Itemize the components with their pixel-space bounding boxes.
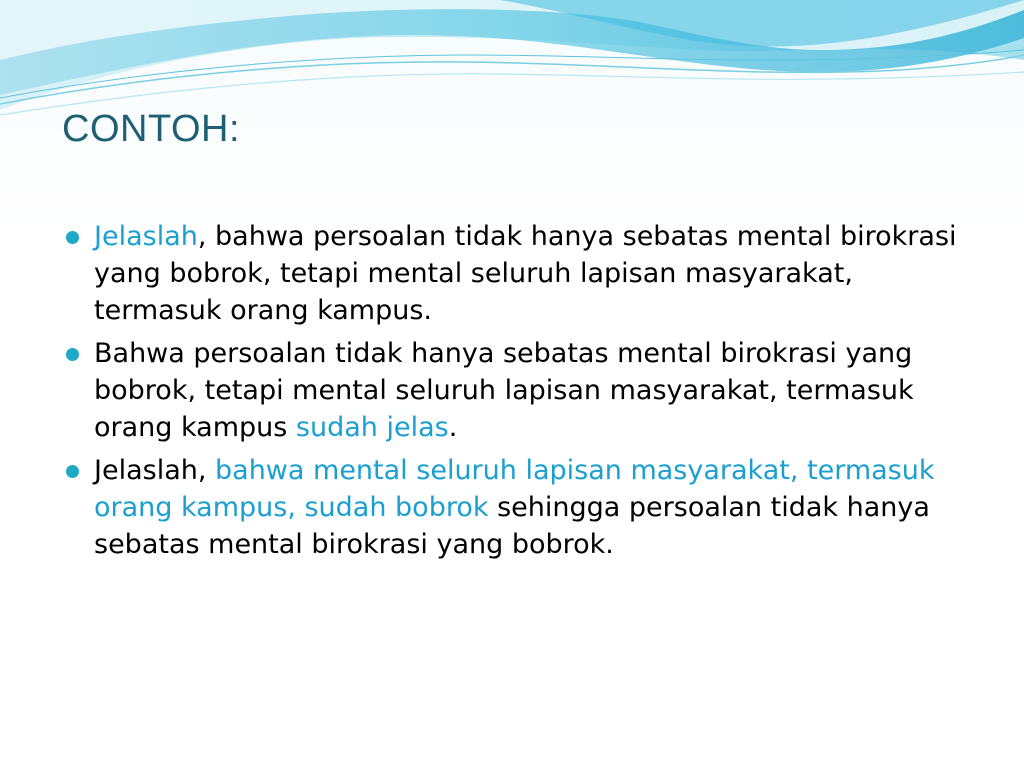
- bullet-1-highlight: Jelaslah: [94, 221, 198, 252]
- bullet-2-highlight: sudah jelas: [295, 412, 449, 443]
- bullet-3-lead: Jelaslah,: [94, 455, 216, 486]
- bullet-item-1: [64, 218, 964, 329]
- bullet-2-end: .: [448, 412, 458, 443]
- slide-title: CONTOH:: [62, 108, 241, 150]
- bullet-3-text: sehingga persoalan tidak hanya sebatas mental birokrasi yang bobrok.: [94, 492, 930, 560]
- bullet-list: [64, 218, 964, 569]
- bullet-3-highlight: bahwa mental seluruh lapisan masyarakat, termasuk orang kampus, sudah bobrok: [94, 455, 935, 523]
- bullet-item-2: [64, 335, 964, 446]
- bullet-2-text: Bahwa persoalan tidak hanya sebatas mental birokrasi yang bobrok, tetapi mental seluruh lapisan masyarakat, termasuk orang kampus: [94, 338, 914, 443]
- bullet-icon: [66, 465, 79, 478]
- bullet-1-text: , bahwa persoalan tidak hanya sebatas mental birokrasi yang bobrok, tetapi mental seluruh lapisan masyarakat, termasuk orang kampus.: [94, 221, 957, 326]
- bullet-icon: [66, 231, 79, 244]
- bullet-icon: [66, 348, 79, 361]
- bullet-item-3: [64, 452, 964, 563]
